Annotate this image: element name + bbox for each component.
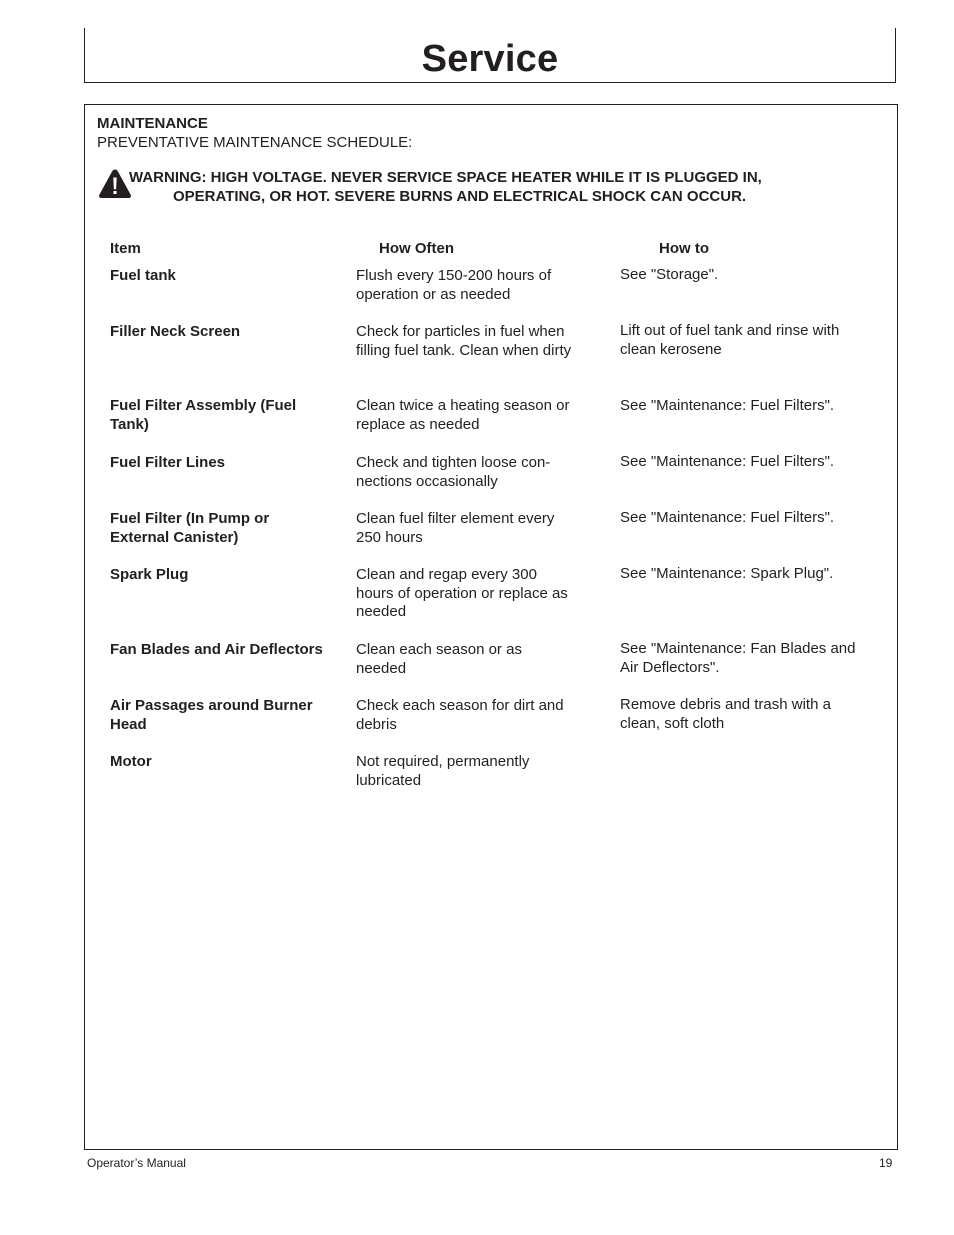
- maintenance-section: [84, 104, 898, 1150]
- section-heading: MAINTENANCE: [97, 115, 208, 132]
- row-how-to: See "Maintenance: Fuel Filters".: [620, 397, 835, 414]
- page-number: 19: [879, 1156, 893, 1170]
- row-how-to: See "Maintenance: Fan Blades and Air Deflectors".: [620, 640, 856, 676]
- row-item: Fuel tank: [110, 267, 176, 284]
- row-how-often: Clean and regap every 300 hours of operation or replace as needed: [356, 566, 568, 621]
- row-how-often: Clean fuel filter element every 250 hours: [356, 510, 555, 546]
- warning-line-1: WARNING: HIGH VOLTAGE. NEVER SERVICE SPACE HEATER WHILE IT IS PLUGGED IN,: [129, 169, 762, 186]
- row-item: Fuel Filter (In Pump or External Canister): [110, 510, 270, 546]
- row-how-to: See "Maintenance: Fuel Filters".: [620, 453, 835, 470]
- row-item: Fuel Filter Lines: [110, 454, 226, 471]
- row-how-often: Check and tighten loose con-nections occasionally: [356, 454, 551, 490]
- row-how-often: Check each season for dirt and debris: [356, 697, 564, 733]
- row-item: Fuel Filter Assembly (Fuel Tank): [110, 397, 297, 433]
- row-how-to: Lift out of fuel tank and rinse with clean kerosene: [620, 322, 840, 358]
- row-how-to: See "Maintenance: Fuel Filters".: [620, 509, 835, 526]
- column-header-item: Item: [110, 240, 141, 257]
- column-header-how-to: How to: [659, 240, 709, 257]
- warning-line-2: OPERATING, OR HOT. SEVERE BURNS AND ELECTRICAL SHOCK CAN OCCUR.: [173, 188, 747, 205]
- row-item: Filler Neck Screen: [110, 323, 241, 340]
- page-title: Service: [421, 38, 559, 80]
- row-item: Fan Blades and Air Deflectors: [110, 641, 323, 658]
- row-how-often: Flush every 150-200 hours of operation or as needed: [356, 267, 552, 303]
- title-frame: [84, 28, 896, 83]
- row-how-often: Clean twice a heating season or replace as needed: [356, 397, 570, 433]
- footer-manual-name: Operator’s Manual: [87, 1156, 186, 1170]
- row-how-to: See "Storage".: [620, 266, 719, 283]
- row-how-often: Not required, permanently lubricated: [356, 753, 530, 789]
- row-how-often: Check for particles in fuel when filling fuel tank. Clean when dirty: [356, 323, 572, 359]
- maintenance-schedule-table: [85, 105, 897, 1149]
- row-how-to: Remove debris and trash with a clean, soft cloth: [620, 696, 831, 732]
- row-item: Motor: [110, 753, 152, 770]
- row-item: Spark Plug: [110, 566, 189, 583]
- column-header-how-often: How Often: [379, 240, 454, 257]
- row-how-often: Clean each season or as needed: [356, 641, 522, 677]
- row-item: Air Passages around Burner Head: [110, 697, 313, 733]
- section-subheading: PREVENTATIVE MAINTENANCE SCHEDULE:: [97, 134, 413, 151]
- row-how-to: See "Maintenance: Spark Plug".: [620, 565, 834, 582]
